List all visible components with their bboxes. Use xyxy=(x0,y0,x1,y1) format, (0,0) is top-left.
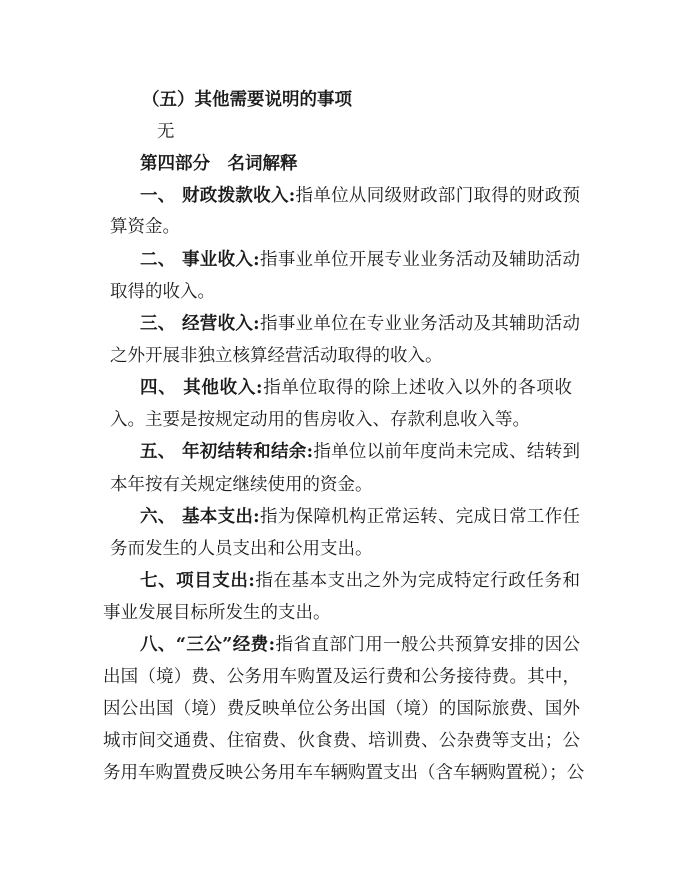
part-heading: 第四部分 名词解释 xyxy=(140,154,298,174)
term-line xyxy=(140,312,580,336)
none-text: 无 xyxy=(157,122,175,142)
term-label: 六、 基本支出: xyxy=(140,507,260,527)
term-line xyxy=(140,248,580,272)
term-line xyxy=(140,184,580,208)
term-definition: 指省直部门用一般公共预算安排的因公 xyxy=(275,635,581,655)
term-line xyxy=(140,376,572,400)
term-line xyxy=(140,440,580,464)
term-continuation: 本年按有关规定继续使用的资金。 xyxy=(110,475,373,495)
term-line xyxy=(140,569,580,593)
term-line xyxy=(140,633,580,657)
term-definition: 指为保障机构正常运转、完成日常工作任 xyxy=(259,507,580,527)
term-definition: 指事业单位在专业业务活动及其辅助活动 xyxy=(259,314,580,334)
term-line xyxy=(140,505,580,529)
term-continuation: 务而发生的人员支出和公用支出。 xyxy=(110,539,373,559)
term-continuation: 取得的收入。 xyxy=(110,282,215,302)
term-continuation: 城市间交通费、住宿费、伙食费、培训费、公杂费等支出；公 xyxy=(103,731,580,751)
term-definition: 指单位以前年度尚未完成、结转到 xyxy=(313,442,580,462)
term-label: 八、“三公”经费: xyxy=(140,635,276,655)
term-label: 三、 经营收入: xyxy=(140,314,260,334)
term-continuation: 因公出国（境）费反映单位公务出国（境）的国际旅费、国外 xyxy=(103,699,580,719)
term-continuation: 务用车购置费反映公务用车车辆购置支出（含车辆购置税）；公 xyxy=(103,763,585,783)
section-heading: （五）其他需要说明的事项 xyxy=(142,90,352,110)
term-label: 二、 事业收入: xyxy=(140,250,260,270)
term-continuation: 之外开展非独立核算经营活动取得的收入。 xyxy=(110,346,443,366)
term-label: 五、 年初结转和结余: xyxy=(140,442,314,462)
term-definition: 指在基本支出之外为完成特定行政任务和 xyxy=(254,571,580,591)
term-continuation: 事业发展目标所发生的支出。 xyxy=(103,603,331,623)
term-definition: 指事业单位开展专业业务活动及辅助活动 xyxy=(259,250,580,270)
term-continuation: 出国（境）费、公务用车购置及运行费和公务接待费。其中， xyxy=(103,667,580,687)
term-label: 七、项目支出: xyxy=(140,571,255,591)
term-continuation: 算资金。 xyxy=(110,217,180,237)
term-definition: 指单位取得的除上述收入以外的各项收 xyxy=(262,378,572,398)
term-label: 一、 财政拨款收入: xyxy=(140,186,296,206)
term-definition: 指单位从同级财政部门取得的财政预 xyxy=(295,186,580,206)
term-continuation: 入。主要是按规定动用的售房收入、存款利息收入等。 xyxy=(110,410,530,430)
term-label: 四、 其他收入: xyxy=(140,378,263,398)
